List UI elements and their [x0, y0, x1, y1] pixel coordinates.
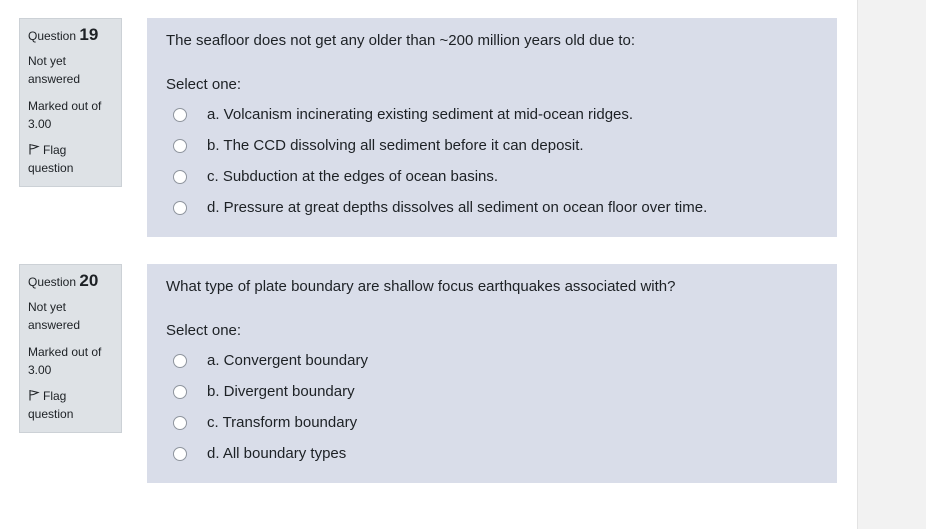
question-grade: Marked out of 3.00: [28, 99, 102, 131]
question-state: Not yet answered: [28, 54, 81, 86]
right-side-strip: [857, 0, 926, 529]
answer-label: c. Transform boundary: [207, 413, 358, 431]
answer-label: a. Volcanism incinerating existing sediment at mid-ocean ridges.: [207, 105, 634, 123]
answer-option-a[interactable]: [166, 99, 818, 130]
flag-label: Flag question: [28, 389, 74, 421]
question-number: [28, 272, 114, 291]
answer-label: d. All boundary types: [207, 444, 347, 462]
select-one-prompt: Select one:: [166, 322, 242, 339]
answer-list: [166, 99, 818, 223]
answer-option-a[interactable]: [166, 345, 818, 376]
radio-button[interactable]: [173, 385, 187, 399]
question-text: The seafloor does not get any older than ~200 million years old due to:: [166, 32, 636, 49]
radio-button[interactable]: [173, 108, 187, 122]
flag-icon: [28, 389, 40, 401]
radio-button[interactable]: [173, 201, 187, 215]
radio-button[interactable]: [173, 139, 187, 153]
question-text: What type of plate boundary are shallow focus earthquakes associated with?: [166, 278, 676, 295]
flag-question-link[interactable]: [28, 387, 114, 423]
flag-question-link[interactable]: [28, 141, 114, 177]
question-label: Question: [28, 29, 77, 43]
answer-option-d[interactable]: [166, 438, 818, 469]
radio-button[interactable]: [173, 416, 187, 430]
answer-label: b. The CCD dissolving all sediment before it can deposit.: [207, 136, 584, 154]
answer-option-b[interactable]: [166, 130, 818, 161]
question-grade: Marked out of 3.00: [28, 345, 102, 377]
question-info-panel: [19, 18, 122, 187]
radio-button[interactable]: [173, 447, 187, 461]
question-number: [28, 26, 114, 45]
question-number-value: 19: [79, 25, 99, 44]
answer-label: b. Divergent boundary: [207, 382, 355, 400]
answer-label: d. Pressure at great depths dissolves all sediment on ocean floor over time.: [207, 198, 708, 216]
question-number-value: 20: [79, 271, 99, 290]
question-label: Question: [28, 275, 77, 289]
question-content: [147, 264, 837, 483]
select-one-prompt: Select one:: [166, 76, 242, 93]
answer-option-c[interactable]: [166, 407, 818, 438]
answer-label: c. Subduction at the edges of ocean basins.: [207, 167, 499, 185]
answer-option-d[interactable]: [166, 192, 818, 223]
radio-button[interactable]: [173, 170, 187, 184]
answer-label: a. Convergent boundary: [207, 351, 368, 369]
answer-option-c[interactable]: [166, 161, 818, 192]
question-info-panel: [19, 264, 122, 433]
radio-button[interactable]: [173, 354, 187, 368]
question-content: [147, 18, 837, 237]
question-state: Not yet answered: [28, 300, 81, 332]
answer-list: [166, 345, 818, 469]
answer-option-b[interactable]: [166, 376, 818, 407]
flag-icon: [28, 143, 40, 155]
flag-label: Flag question: [28, 143, 74, 175]
